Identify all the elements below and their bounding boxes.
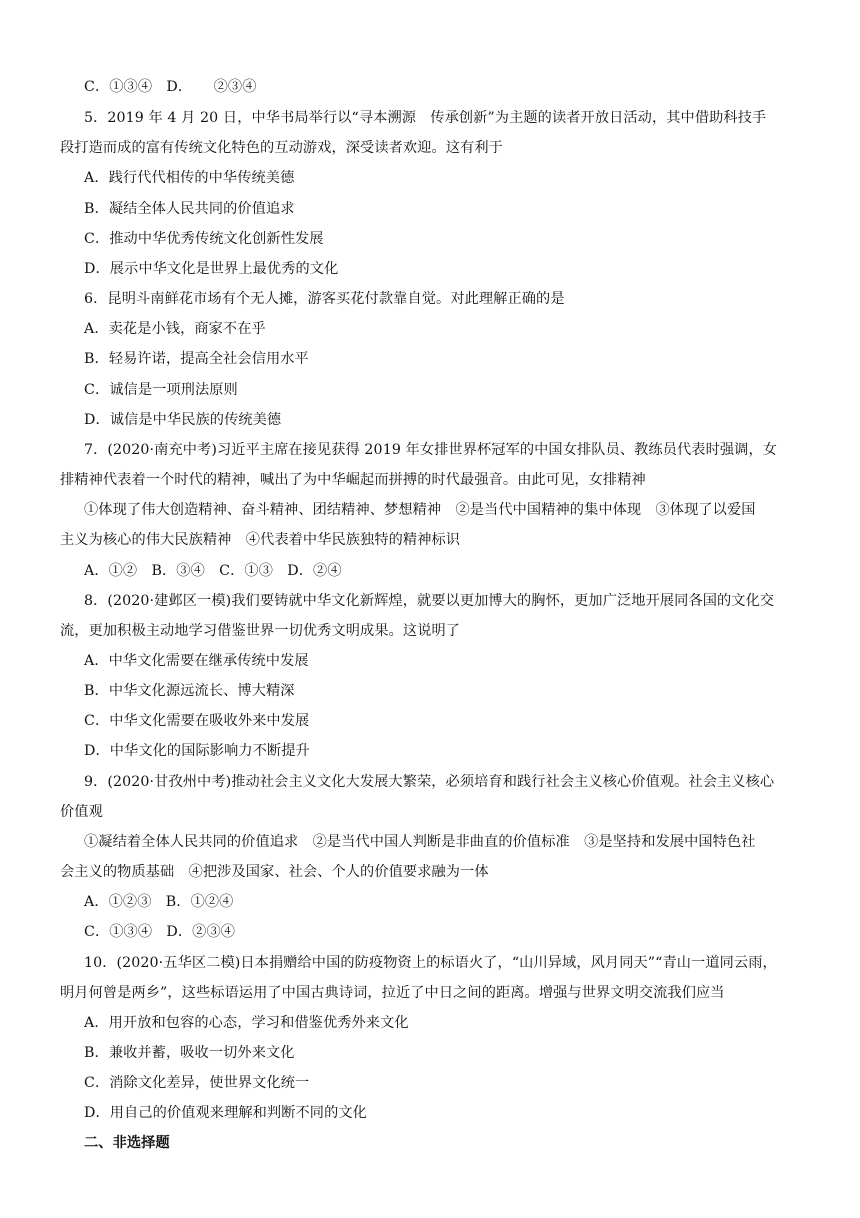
q7-stem-line1: 7．(2020·南充中考)习近平主席在接见获得 2019 年女排世界杯冠军的中国女排队员、教练员代表时强调，女 (84, 442, 778, 458)
q5-stem-line2: 段打造而成的富有传统文化特色的互动游戏，深受读者欢迎。这有利于 (60, 140, 503, 156)
q9-stem-line1: 9．(2020·甘孜州中考)推动社会主义文化大发展大繁荣，必须培育和践行社会主义核心价值观。社会主义核心 (84, 774, 775, 790)
q10-option-b: B．兼收并蓄，吸收一切外来文化 (84, 1045, 295, 1061)
q6-stem: 6．昆明斗南鲜花市场有个无人摊，游客买花付款靠自觉。对此理解正确的是 (84, 291, 565, 307)
q7-stem-line2: 排精神代表着一个时代的精神，喊出了为中华崛起而拼搏的时代最强音。由此可见，女排精神 (60, 472, 646, 488)
q8-option-b: B．中华文化源远流长、博大精深 (84, 683, 295, 699)
q9-options-cd: C．①③④ D．②③④ (84, 924, 236, 940)
q8-option-d: D．中华文化的国际影响力不断提升 (84, 743, 310, 759)
q8-stem-line2: 流，更加积极主动地学习借鉴世界一切优秀文明成果。这说明了 (60, 623, 461, 639)
q5-option-b: B．凝结全体人民共同的价值追求 (84, 201, 295, 217)
q9-options-ab: A．①②③ B．①②④ (84, 894, 234, 910)
q5-stem-line1: 5．2019 年 4 月 20 日，中华书局举行以“寻本溯源 传承创新”为主题的读者开放日活动，其中借助科技手 (84, 110, 767, 126)
q9-statements-line2: 会主义的物质基础 ④把涉及国家、社会、个人的价值要求融为一体 (60, 864, 489, 880)
q6-option-a: A．卖花是小钱，商家不在乎 (84, 321, 266, 337)
q8-option-c: C．中华文化需要在吸收外来中发展 (84, 713, 310, 729)
q10-stem-line1: 10．(2020·五华区二模)日本捐赠给中国的防疫物资上的标语火了，“山川异域，风月同天”“青山一道同云雨， (84, 955, 777, 971)
q7-options: A．①② B．③④ C．①③ D．②④ (84, 563, 342, 579)
q5-option-d: D．展示中华文化是世界上最优秀的文化 (84, 261, 339, 277)
q8-stem-line1: 8．(2020·建邺区一模)我们要铸就中华文化新辉煌，就要以更加博大的胸怀，更加广泛地开展同各国的文化交 (84, 593, 775, 609)
q10-stem-line2: 明月何曾是两乡”，这些标语运用了中国古典诗词，拉近了中日之间的距离。增强与世界文明交流我们应当 (60, 985, 725, 1001)
q5-option-c: C．推动中华优秀传统文化创新性发展 (84, 231, 324, 247)
section-heading-non-choice: 二、非选择题 (84, 1135, 170, 1151)
q6-option-c: C．诚信是一项刑法原则 (84, 382, 238, 398)
q10-option-c: C．消除文化差异，使世界文化统一 (84, 1075, 310, 1091)
q7-statements-line1: ①体现了伟大创造精神、奋斗精神、团结精神、梦想精神 ②是当代中国精神的集中体现 ③体现了以爱国 (84, 502, 756, 518)
q10-option-d: D．用自己的价值观来理解和判断不同的文化 (84, 1105, 367, 1121)
q6-option-b: B．轻易许诺，提高全社会信用水平 (84, 351, 309, 367)
q7-statements-line2: 主义为核心的伟大民族精神 ④代表着中华民族独特的精神标识 (60, 532, 461, 548)
q6-option-d: D．诚信是中华民族的传统美德 (84, 412, 282, 428)
q10-option-a: A．用开放和包容的心态，学习和借鉴优秀外来文化 (84, 1015, 409, 1031)
q9-statements-line1: ①凝结着全体人民共同的价值追求 ②是当代中国人判断是非曲直的价值标准 ③是坚持和发展中国特色社 (84, 834, 756, 850)
q4-options-cd: C．①③④ D． ②③④ (84, 79, 257, 95)
q5-option-a: A．践行代代相传的中华传统美德 (84, 170, 295, 186)
q9-stem-line2: 价值观 (60, 804, 103, 820)
q8-option-a: A．中华文化需要在继承传统中发展 (84, 653, 309, 669)
